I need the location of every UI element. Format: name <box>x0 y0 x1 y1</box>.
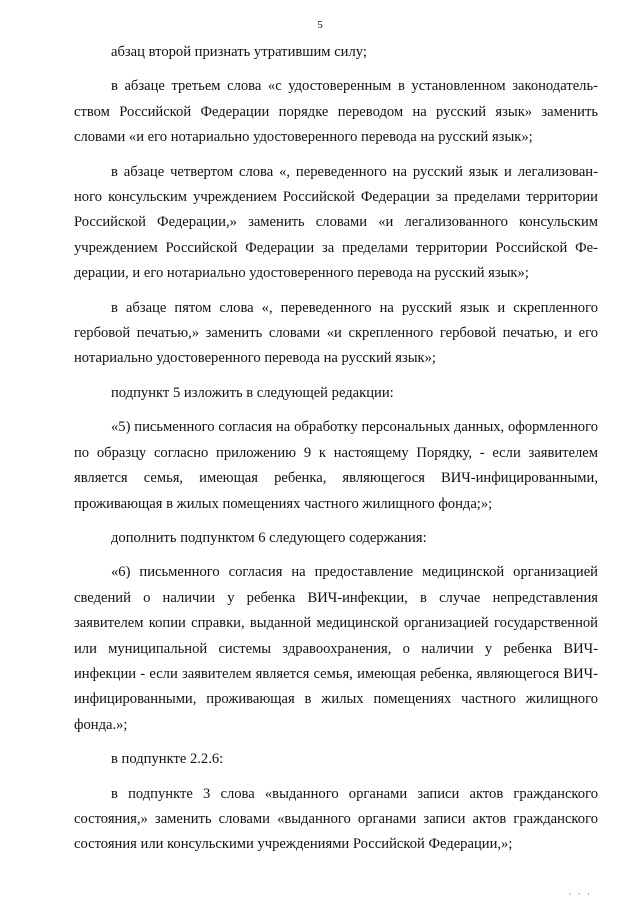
paragraph-6: «5) письменного согласия на обработку персональных данных, оформленного по образцу согласно приложению 9 к настоящему Порядку, - если заявителем является семья, имеющая ребенка, являющегося ВИЧ-инфицированными, проживающая в жилых помещениях частного жилищного фонда;»; <box>74 419 598 512</box>
paragraph-4: в абзаце пятом слова «, переведенного на русский язык и скрепленного гербовой печатью,» заменить словами «и скрепленного гербовой печатью, и его нотариально удостоверенного перевода на русский язык»; <box>74 299 598 367</box>
paragraph-9: в подпункте 2.2.6: <box>111 751 224 768</box>
paragraph-10: в подпункте 3 слова «выданного органами записи актов гражданского состояния,» заменить словами «выданного органами записи актов гражданского состояния или консульскими учреждениями Российской Федерации,»; <box>74 785 598 853</box>
page-number: 5 <box>317 19 323 31</box>
document-body <box>74 40 598 867</box>
paragraph-8: «6) письменного согласия на предоставление медицинской организацией сведений о наличии у ребенка ВИЧ-инфекции, в случае непредставления заявителем копии справки, выданной медицинской организацией государственной или муниципальной системы здравоохранения, о наличии у ребенка ВИЧ-инфекции - если заявителем является семья, имеющая ребенка, являющегося ВИЧ-инфицированными, проживающая в жилых помещениях частного жилищного фонда.»; <box>74 564 598 733</box>
paragraph-1: абзац второй признать утратившим силу; <box>111 44 367 60</box>
corner-mark: · · · <box>568 889 592 899</box>
paragraph-5: подпункт 5 изложить в следующей редакции: <box>111 384 394 401</box>
paragraph-7: дополнить подпунктом 6 следующего содержания: <box>111 529 427 546</box>
paragraph-2: в абзаце третьем слова «с удостоверенным в установленном законодательством Российской Федерации порядке переводом на русский язык» заменить словами «и его нотариально удостоверенного перевода на русский язык»; <box>74 78 598 146</box>
paragraph-3: в абзаце четвертом слова «, переведенного на русский язык и легализованного консульским учреждением Российской Федерации за пределами территории Российской Федерации,» заменить словами «и легализованного консульским учреждением Российской Федерации за пределами территории Российской Федерации, и его нотариально удостоверенного перевода на русский язык»; <box>74 163 598 282</box>
